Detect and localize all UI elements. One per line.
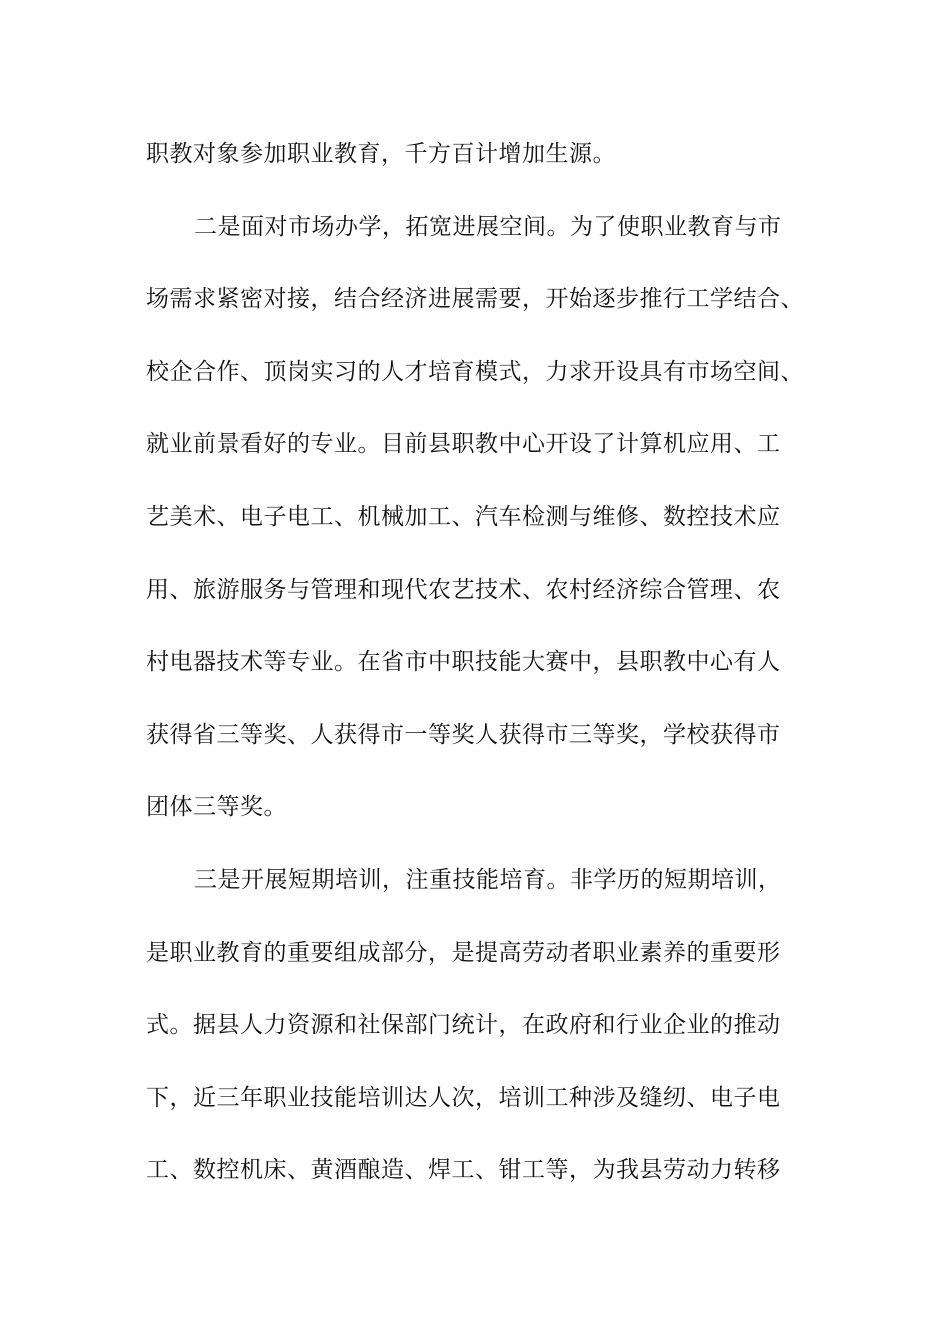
text-line: 式。据县人力资源和社保部门统计，在政府和行业企业的推动 (146, 1012, 781, 1039)
text-line: 团体三等奖。 (146, 794, 287, 821)
text-line: 三是开展短期培训，注重技能培育。非学历的短期培训， (194, 866, 782, 893)
text-line: 用、旅游服务与管理和现代农艺技术、农村经济综合管理、农 (146, 576, 781, 603)
text-line: 场需求紧密对接，结合经济进展需要，开始逐步推行工学结合、 (146, 286, 804, 313)
text-line: 二是面对市场办学，拓宽进展空间。为了使职业教育与市 (194, 213, 782, 240)
text-line: 就业前景看好的专业。目前县职教中心开设了计算机应用、工 (146, 431, 781, 458)
text-line: 工、数控机床、黄酒酿造、焊工、钳工等，为我县劳动力转移 (146, 1157, 781, 1184)
text-line: 下，近三年职业技能培训达人次，培训工种涉及缝纫、电子电 (146, 1084, 781, 1111)
document-body (146, 126, 806, 1215)
text-line: 职教对象参加职业教育，千方百计增加生源。 (146, 141, 616, 167)
text-line: 艺美术、电子电工、机械加工、汽车检测与维修、数控技术应 (146, 503, 781, 530)
text-line: 获得省三等奖、人获得市一等奖人获得市三等奖，学校获得市 (146, 721, 781, 748)
text-line: 校企合作、顶岗实习的人才培育模式，力求开设具有市场空间、 (146, 358, 804, 385)
text-line: 是职业教育的重要组成部分，是提高劳动者职业素养的重要形 (146, 939, 781, 966)
text-line: 村电器技术等专业。在省市中职技能大赛中，县职教中心有人 (146, 649, 781, 676)
